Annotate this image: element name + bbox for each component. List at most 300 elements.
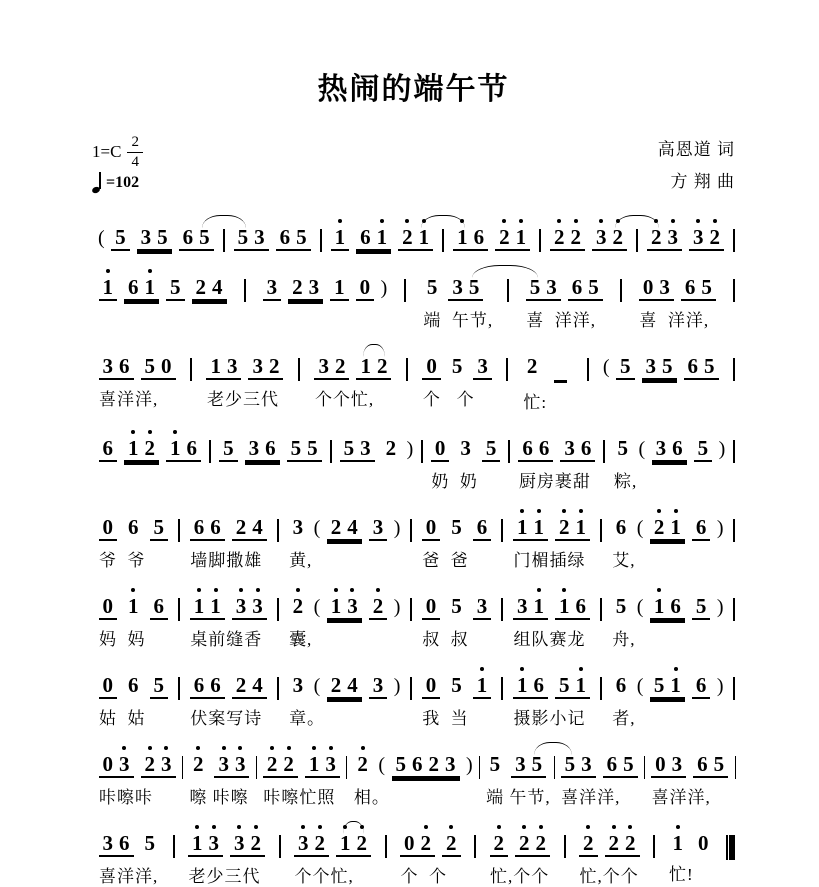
note-digit: 1 [193, 593, 205, 618]
note [580, 435, 592, 460]
note-group [400, 830, 435, 857]
note-digit: 6 [615, 514, 627, 539]
note [489, 751, 501, 776]
note [210, 593, 221, 618]
note-digit: 5 [713, 751, 725, 776]
note-digit: 6 [182, 224, 194, 249]
note [357, 751, 368, 776]
note [292, 593, 304, 618]
note [254, 224, 265, 249]
note-digit: 5 [451, 672, 462, 697]
notes-row [95, 342, 179, 380]
note-group [263, 751, 298, 778]
note-digit: 5 [199, 224, 210, 249]
barline [223, 229, 225, 252]
notes-row [419, 342, 496, 380]
note-group [692, 593, 711, 620]
note-digit: 3 [234, 830, 245, 855]
note-digit: 5 [307, 435, 318, 460]
tempo-value: =102 [106, 173, 140, 191]
note [115, 224, 126, 249]
lyric: 忙,个个 [579, 866, 639, 886]
note-digit: 5 [615, 593, 627, 618]
note-digit: 2 [653, 514, 665, 539]
note-group [206, 353, 241, 380]
octave-dot [579, 509, 583, 513]
notes-row [95, 213, 217, 251]
note [235, 593, 247, 618]
note-digit: 2 [376, 353, 388, 378]
note [519, 830, 530, 855]
note-digit: 2 [612, 224, 624, 249]
note-digit: 3 [372, 672, 384, 697]
note [102, 274, 114, 299]
octave-dot [562, 588, 566, 592]
octave-dot [612, 825, 616, 829]
octave-dot [256, 588, 260, 592]
note-digit: 2 [334, 353, 346, 378]
note-digit: 2 [526, 353, 538, 378]
note-digit: 2 [499, 224, 510, 249]
note-digit: 2 [195, 274, 206, 299]
note [575, 672, 586, 697]
note-group [330, 274, 349, 301]
note-digit: 6 [102, 435, 113, 460]
note-digit: 5 [115, 224, 126, 249]
music-line [92, 263, 735, 331]
note-group [490, 830, 509, 857]
note-digit: 1 [516, 514, 528, 539]
note [157, 224, 168, 249]
rest-note [102, 751, 114, 776]
note-digit: 1 [533, 514, 544, 539]
lyric: 喜洋洋, [561, 787, 621, 807]
note-group [482, 435, 501, 462]
barline [733, 519, 735, 542]
note-digit: 5 [485, 435, 497, 460]
note [522, 435, 533, 460]
note [653, 514, 665, 539]
note-group [219, 435, 238, 462]
note [325, 751, 336, 776]
note-digit: 3 [119, 751, 130, 776]
lyric: 伏案写诗 [190, 708, 263, 728]
note [153, 514, 165, 539]
note [473, 224, 485, 249]
note-digit: 6 [412, 751, 423, 776]
octave-dot [122, 746, 126, 750]
note [237, 224, 249, 249]
note-group [511, 751, 546, 778]
note-group [99, 353, 134, 380]
note [588, 274, 599, 299]
note [499, 224, 510, 249]
notes-row [186, 661, 270, 699]
note [334, 274, 345, 299]
note [460, 435, 471, 460]
barline [564, 835, 566, 858]
note [372, 593, 384, 618]
note-group [150, 672, 169, 699]
octave-dot [237, 825, 241, 829]
note [529, 274, 541, 299]
notes-row [509, 503, 593, 541]
lyric: 艾, [612, 550, 636, 570]
note [671, 751, 683, 776]
note-digit: 2 [554, 224, 565, 249]
note-group [369, 672, 388, 699]
notes-row [635, 263, 719, 301]
note-digit: 6 [128, 514, 139, 539]
note-digit: 3 [452, 274, 463, 299]
note-group [684, 353, 719, 380]
rest-note [655, 751, 666, 776]
barline [410, 677, 412, 700]
measure [662, 819, 719, 885]
measure-row [92, 661, 735, 729]
barline [279, 835, 281, 858]
note [452, 274, 463, 299]
note [266, 274, 278, 299]
note-digit: 5 [531, 751, 543, 776]
octave-dot [520, 509, 524, 513]
measure [282, 503, 406, 571]
note-group [356, 224, 391, 251]
parenthesis: ( [638, 437, 646, 460]
note-group [327, 593, 362, 620]
rest-note [359, 274, 371, 299]
lyric: 老少三代 [188, 866, 261, 886]
page-title: 热闹的端午节 [317, 73, 510, 106]
note [575, 514, 586, 539]
note-digit: 3 [564, 435, 575, 460]
octave-dot [287, 746, 291, 750]
note [360, 353, 371, 378]
octave-dot [214, 588, 218, 592]
note-group [422, 593, 441, 620]
note [347, 514, 358, 539]
note-group [422, 514, 441, 541]
barline [587, 358, 589, 381]
lyric: 喜洋洋, [99, 389, 159, 409]
note-digit: 2 [651, 224, 662, 249]
lyric [216, 467, 326, 489]
notes-row [418, 582, 495, 620]
note-group [289, 593, 308, 618]
parenthesis: ( [313, 516, 321, 539]
lyric [336, 467, 416, 489]
quarter-note-icon [92, 172, 103, 193]
note-digit: 6 [522, 435, 533, 460]
note-digit: 6 [672, 435, 683, 460]
barline [410, 519, 412, 542]
key-signature [92, 134, 143, 170]
note-digit: 3 [226, 353, 238, 378]
note-group [305, 751, 340, 778]
note [446, 830, 457, 855]
lyric: 粽, [613, 471, 638, 491]
notes-row [285, 661, 403, 699]
octave-dot [334, 588, 338, 592]
barline [404, 279, 406, 302]
note [208, 830, 220, 855]
note-digit: 3 [252, 353, 263, 378]
note-digit: 4 [347, 672, 358, 697]
note-digit: 1 [672, 830, 683, 855]
note-group [650, 593, 685, 620]
note [102, 353, 114, 378]
octave-dot [696, 219, 700, 223]
note [223, 435, 234, 460]
note-digit: 5 [564, 751, 576, 776]
notes-row [285, 582, 403, 620]
note [615, 514, 627, 539]
octave-dot [674, 667, 678, 671]
octave-dot [539, 825, 543, 829]
time-signature-numerator: 2 [127, 134, 143, 153]
octave-dot [520, 667, 524, 671]
note-digit: 3 [347, 593, 358, 618]
octave-dot [376, 588, 380, 592]
note-digit: 6 [210, 514, 221, 539]
note-digit: 6 [193, 672, 205, 697]
note [235, 672, 247, 697]
note [119, 830, 130, 855]
note-digit: 5 [290, 435, 302, 460]
note-digit: 2 [144, 751, 155, 776]
parenthesis: ) [466, 753, 473, 776]
notes-row [95, 819, 163, 857]
note [292, 672, 304, 697]
note [651, 224, 662, 249]
note-digit: 2 [268, 353, 280, 378]
note-group [579, 830, 598, 857]
note-group [447, 514, 466, 539]
lyric: 妈 妈 [99, 629, 146, 649]
note-group [612, 514, 631, 539]
note [210, 353, 221, 378]
credits [658, 134, 735, 199]
note-digit: 6 [670, 593, 681, 618]
note-group [124, 514, 143, 539]
note [477, 353, 488, 378]
lyric: 叔 叔 [422, 629, 469, 649]
note [153, 593, 165, 618]
octave-dot [239, 588, 243, 592]
note-group [99, 435, 118, 462]
note-digit: 5 [617, 435, 628, 460]
note-group [166, 274, 185, 301]
note-digit: 3 [102, 830, 113, 855]
note-group [555, 514, 590, 541]
note-digit: 4 [252, 514, 263, 539]
note-digit: 5 [144, 830, 155, 855]
barline [178, 677, 180, 700]
note-group [124, 672, 143, 697]
note-group [124, 274, 159, 301]
note-group [356, 274, 375, 301]
octave-dot [270, 746, 274, 750]
note-digit: 3 [235, 593, 247, 618]
note-digit: 5 [489, 751, 501, 776]
note [144, 435, 156, 460]
note-digit: 2 [446, 830, 457, 855]
octave-dot [254, 825, 258, 829]
note [533, 672, 544, 697]
note-digit: 3 [248, 435, 260, 460]
note-group [422, 672, 441, 699]
note-digit: 1 [515, 224, 527, 249]
note-digit: 6 [186, 435, 197, 460]
note-digit: 6 [684, 274, 696, 299]
measure-row [92, 263, 735, 331]
octave-dot [405, 219, 409, 223]
note-group [448, 353, 467, 378]
note [672, 435, 683, 460]
note [385, 435, 397, 460]
note [266, 751, 278, 776]
note-digit: 3 [645, 353, 657, 378]
note [570, 224, 582, 249]
music-line [92, 740, 735, 808]
octave-dot [497, 825, 501, 829]
octave-dot [350, 588, 354, 592]
note [250, 830, 262, 855]
measure [605, 582, 729, 650]
lyric: 个个忙, [314, 389, 375, 409]
note [695, 593, 707, 618]
note [558, 672, 570, 697]
note [581, 751, 592, 776]
note [516, 514, 528, 539]
note-digit: 5 [529, 274, 541, 299]
note-group [263, 274, 282, 301]
note [533, 593, 544, 618]
note-digit: 6 [695, 514, 707, 539]
note-group [651, 751, 686, 778]
note-group [513, 672, 548, 699]
lyric: 墙脚撒雄 [190, 550, 263, 570]
rest-note [404, 830, 415, 855]
note [292, 274, 303, 299]
lyric: 忙: [523, 392, 548, 412]
note-group [650, 672, 685, 699]
note [248, 435, 260, 460]
parenthesis: ( [636, 595, 644, 618]
note [144, 353, 156, 378]
note [356, 830, 368, 855]
lyric: 喜 洋洋, [639, 310, 710, 330]
note-digit: 6 [265, 435, 276, 460]
note [144, 830, 156, 855]
lyric: 爸 爸 [422, 550, 469, 570]
note-digit: 6 [119, 830, 130, 855]
octave-dot [574, 219, 578, 223]
parenthesis: ( [313, 674, 321, 697]
note-digit: 1 [102, 274, 113, 299]
octave-dot [106, 269, 110, 273]
note-digit: 4 [212, 274, 223, 299]
note-digit: 5 [701, 274, 712, 299]
note-digit: 5 [144, 353, 155, 378]
note-digit: 5 [697, 435, 709, 460]
note-digit: 0 [642, 274, 654, 299]
note [701, 274, 712, 299]
note [330, 514, 342, 539]
note [617, 435, 628, 460]
lyric: 端 午节, [486, 787, 551, 807]
note-digit: 1 [516, 672, 528, 697]
lyric [259, 306, 390, 328]
parenthesis: ( [636, 516, 644, 539]
notes-row [608, 503, 726, 541]
note [210, 514, 221, 539]
note-digit: 1 [340, 830, 351, 855]
measure [512, 424, 602, 492]
note [193, 514, 205, 539]
octave-dot [312, 746, 316, 750]
octave-dot [671, 219, 675, 223]
note [695, 514, 707, 539]
note-digit: 3 [372, 514, 384, 539]
octave-dot [586, 825, 590, 829]
note-digit: 2 [428, 751, 440, 776]
rest-note [642, 274, 654, 299]
measure [92, 342, 182, 410]
notes-row [185, 740, 253, 778]
note-digit: 5 [588, 274, 599, 299]
note [192, 751, 204, 776]
note-digit: 0 [102, 593, 113, 618]
note [372, 514, 384, 539]
note-digit: 1 [330, 593, 342, 618]
note-group [230, 830, 265, 857]
note [360, 435, 371, 460]
parenthesis: ) [393, 595, 401, 618]
music-line [92, 424, 735, 492]
barline [410, 598, 412, 621]
note-digit: 6 [687, 353, 699, 378]
note-digit: 0 [425, 672, 437, 697]
barline [620, 279, 622, 302]
octave-dot [522, 825, 526, 829]
note-digit: 0 [426, 353, 437, 378]
note-digit: 5 [426, 274, 438, 299]
note-group [314, 353, 349, 380]
note [596, 224, 607, 249]
note-group [473, 672, 492, 699]
barline [178, 519, 180, 542]
tempo-marking [92, 172, 143, 193]
note-digit: 0 [102, 514, 113, 539]
barline [653, 835, 655, 858]
measure [415, 661, 498, 729]
note-group [518, 435, 553, 462]
note-digit: 3 [161, 751, 172, 776]
note [623, 751, 634, 776]
rest-note [102, 593, 114, 618]
note [608, 830, 620, 855]
measure [645, 740, 735, 808]
note-digit: 2 [192, 751, 204, 776]
note-digit: 2 [420, 830, 431, 855]
note [283, 751, 294, 776]
note-digit: 3 [596, 224, 607, 249]
note-group [555, 672, 590, 699]
note [670, 672, 681, 697]
note-digit: 6 [128, 274, 139, 299]
note-group [327, 514, 362, 541]
